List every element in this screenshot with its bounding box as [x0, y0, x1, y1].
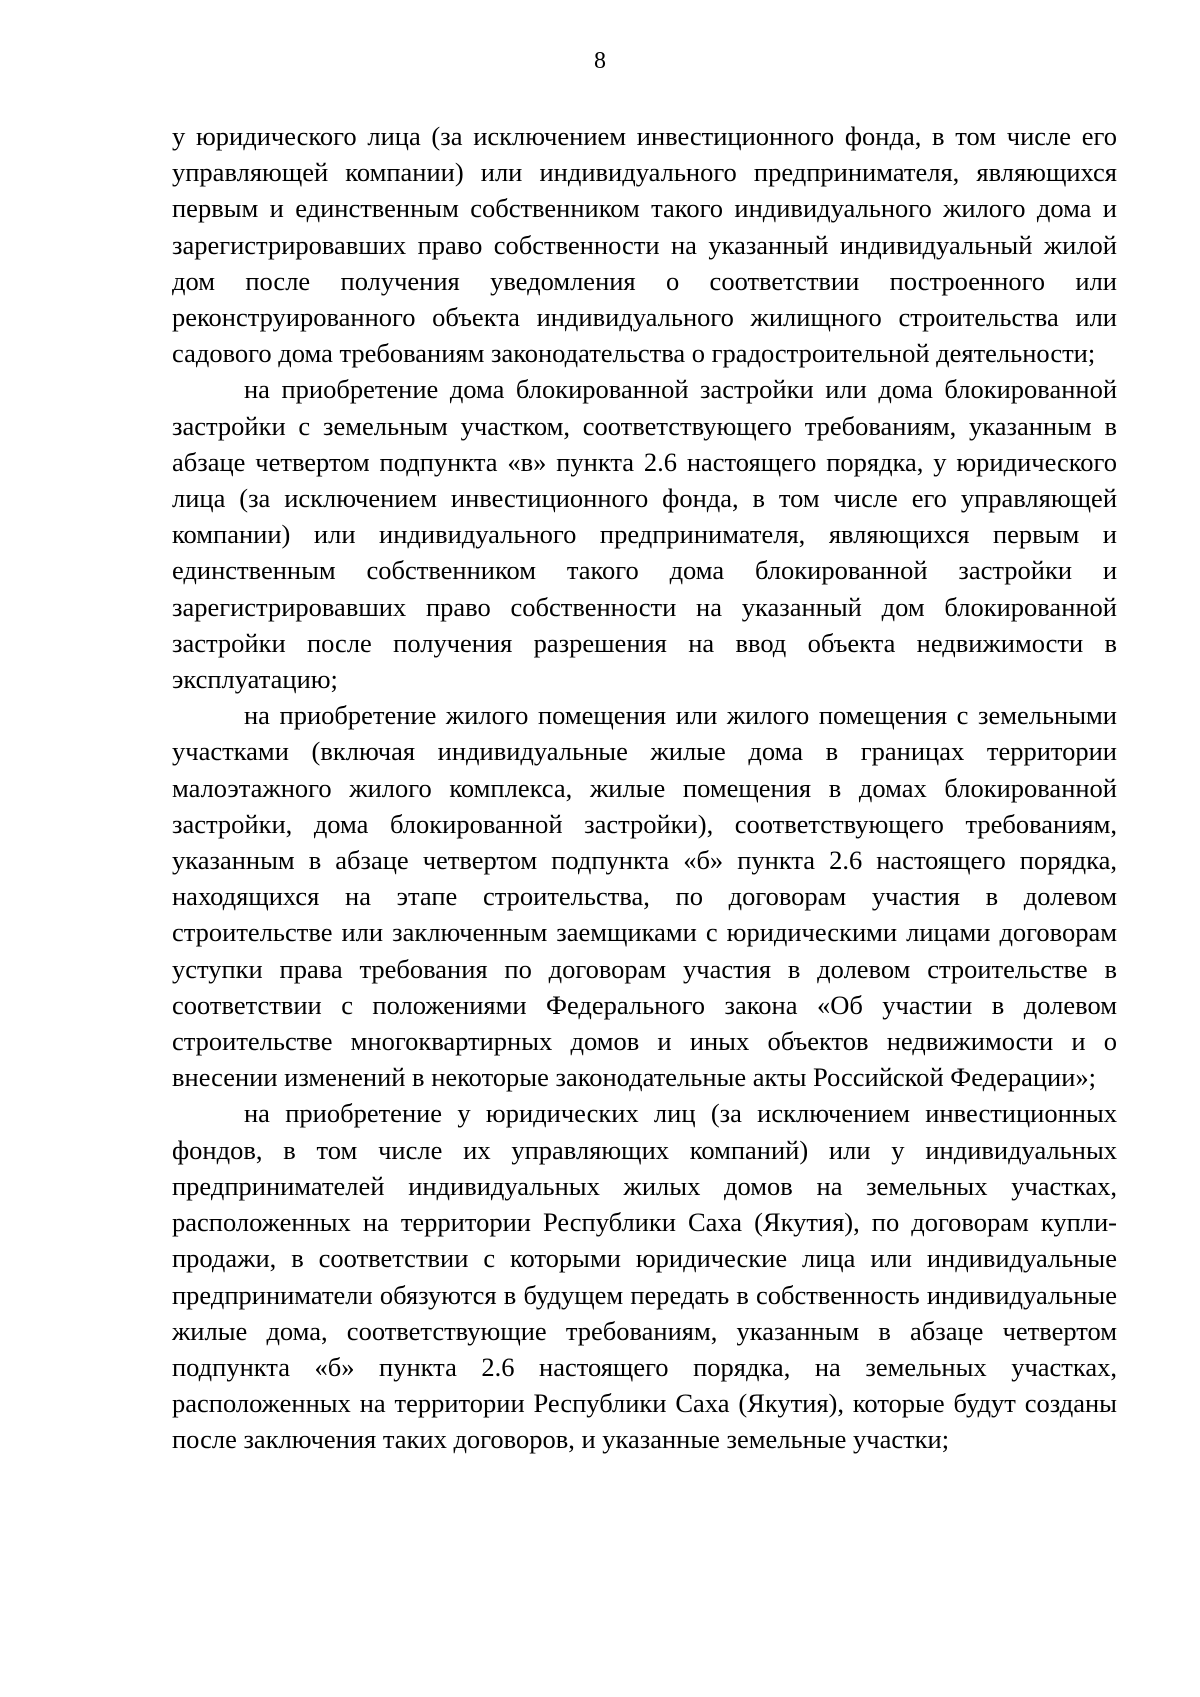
document-body [172, 118, 1117, 1458]
page-number: 8 [594, 48, 606, 74]
paragraph-1: у юридического лица (за исключением инвестиционного фонда, в том числе его управляющей компании) или индивидуального предпринимателя, являющихся первым и единственным собственником такого индивидуального жилого дома и зарегистрировавших право собственности на указанный индивидуальный жилой дом после получения уведомления о соответствии построенного или реконструированного объекта индивидуального жилищного строительства или садового дома требованиям законодательства о градостроительной деятельности; [172, 121, 1117, 369]
paragraph-4: на приобретение у юридических лиц (за исключением инвестиционных фондов, в том числе их управляющих компаний) или у индивидуальных предпринимателей индивидуальных жилых домов на земельных участках, расположенных на территории Республики Саха (Якутия), по договорам купли-продажи, в соответствии с которыми юридические лица или индивидуальные предприниматели обязуются в будущем передать в собственность индивидуальные жилые дома, соответствующие требованиям, указанным в абзаце четвертом подпункта «б» пункта 2.6 настоящего порядка, на земельных участках, расположенных на территории Республики Саха (Якутия), которые будут созданы после заключения таких договоров, и указанные земельные участки; [172, 1098, 1117, 1455]
paragraph-3: на приобретение жилого помещения или жилого помещения с земельными участками (включая индивидуальные жилые дома в границах территории малоэтажного жилого комплекса, жилые помещения в домах блокированной застройки, дома блокированной застройки), соответствующего требованиям, указанным в абзаце четвертом подпункта «б» пункта 2.6 настоящего порядка, находящихся на этапе строительства, по договорам участия в долевом строительстве или заключенным заемщиками с юридическими лицами договорам уступки права требования по договорам участия в долевом строительстве в соответствии с положениями Федерального закона «Об участии в долевом строительстве многоквартирных домов и иных объектов недвижимости и о внесении изменений в некоторые законодательные акты Российской Федерации»; [172, 700, 1117, 1093]
paragraph-2: на приобретение дома блокированной застройки или дома блокированной застройки с земельным участком, соответствующего требованиям, указанным в абзаце четвертом подпункта «в» пункта 2.6 настоящего порядка, у юридического лица (за исключением инвестиционного фонда, в том числе его управляющей компании) или индивидуального предпринимателя, являющихся первым и единственным собственником такого дома блокированной застройки и зарегистрировавших право собственности на указанный дом блокированной застройки после получения разрешения на ввод объекта недвижимости в эксплуатацию; [172, 374, 1117, 695]
